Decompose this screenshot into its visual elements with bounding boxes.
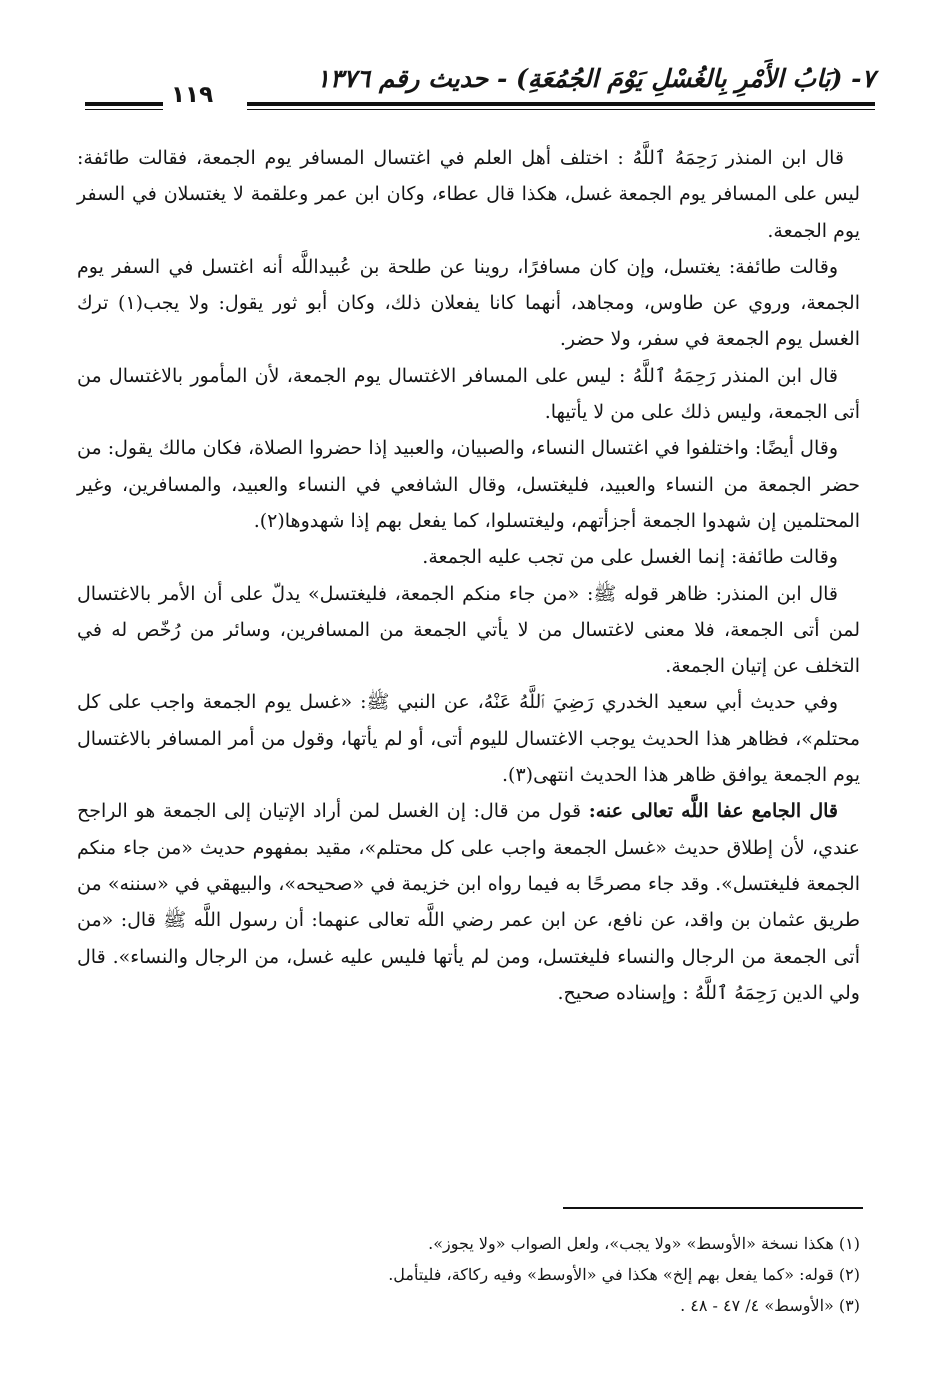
paragraph	[77, 793, 860, 1011]
paragraph: قال ابن المنذر: ظاهر قوله ﷺ: «من جاء منكم الجمعة، فليغتسل» يدلّ على أن الأمر بالاغتسال لمن أتى الجمعة، فلا معنى لاغتسال من لا يأتي الجمعة من المسافرين، وسائر من رُخّص له في التخلف عن إتيان الجمعة.	[77, 582, 860, 678]
footnote-separator	[563, 1207, 863, 1209]
paragraph: قال ابن المنذر رَحِمَهُ ٱللَّهُ : اختلف أهل العلم في اغتسال المسافر يوم الجمعة، فقالت طائفة: ليس على المسافر يوم الجمعة غسل، هكذا قال عطاء، وكان ابن عمر وعلقمة لا يغتسلان في السفر يوم الجمعة.	[77, 147, 860, 242]
footnote: (٢) قوله: «كما يفعل بهم إلخ» هكذا في «الأوسط» وفيه ركاكة، فليتأمل.	[388, 1265, 860, 1284]
paragraph: وقالت طائفة: يغتسل، وإن كان مسافرًا، روينا عن طلحة بن عُبيداللَّه أنه اغتسل في السفر يوم الجمعة، وروي عن طاوس، ومجاهد، أنهما كانا يفعلان ذلك، وكان أبو ثور يقول: ولا يجب(١) ترك الغسل يوم الجمعة في سفر، ولا حضر.	[77, 255, 860, 351]
paragraph-lead: قال الجامع عفا اللَّه تعالى عنه:	[588, 800, 838, 823]
paragraph: وفي حديث أبي سعيد الخدري رَضِيَ ٱللَّهُ عَنْهُ، عن النبي ﷺ: «غسل يوم الجمعة واجب على كل محتلم»، فظاهر هذا الحديث يوجب الاغتسال لليوم أتى، أو لم يأتها، وقول من أمر المسافر بالاغتسال يوم الجمعة يوافق ظاهر هذا الحديث انتهى(٣).	[77, 691, 860, 787]
footnote: (٣) «الأوسط» ٤/ ٤٧ - ٤٨ .	[680, 1296, 860, 1315]
footnotes	[77, 1228, 860, 1321]
paragraph-body: قول من قال: إن الغسل لمن أراد الإتيان إلى الجمعة هو الراجح عندي، لأن إطلاق حديث «غسل الجمعة واجب على كل محتلم»، مقيد بمفهوم حديث «من جاء منكم الجمعة فليغتسل». وقد جاء مصرحًا به فيما رواه ابن خزيمة في «صحيحه»، والبيهقي في «سننه» من طريق عثمان بن واقد، عن نافع، عن ابن عمر رضي اللَّه تعالى عنهما: أن رسول اللَّه ﷺ قال: «من أتى الجمعة من الرجال والنساء فليغتسل، ومن لم يأتها فليس عليه غسل، من الرجال والنساء». قال ولي الدين رَحِمَهُ ٱللَّهُ : وإسناده صحيح.	[77, 800, 860, 1004]
main-text	[77, 140, 860, 1011]
paragraph: قال ابن المنذر رَحِمَهُ ٱللَّهُ : ليس على المسافر الاغتسال يوم الجمعة، لأن المأمور بالاغتسال من أتى الجمعة، وليس ذلك على من لا يأتيها.	[77, 364, 860, 424]
running-title: ٧- (بَابُ الأَمْرِ بِالغُسْلِ يَوْمَ الجُمُعَةِ) - حديث رقم ١٣٧٦	[316, 64, 875, 93]
page-header	[85, 62, 875, 122]
paragraph: وقال أيضًا: واختلفوا في اغتسال النساء، والصبيان، والعبيد إذا حضروا الصلاة، فكان مالك يقول: من حضر الجمعة من النساء والعبيد، فليغتسل، وقال الشافعي في النساء والعبيد، والمسافرين، وغير المحتلمين إن شهدوا الجمعة أجزأتهم، وليغتسلوا، كما يفعل بهم إذا شهدوها(٢).	[77, 437, 860, 532]
paragraph: وقالت طائفة: إنما الغسل على من تجب عليه الجمعة.	[422, 546, 838, 569]
footnote: (١) هكذا نسخة «الأوسط» «ولا يجب»، ولعل الصواب «ولا يجوز».	[428, 1234, 860, 1253]
header-rule	[247, 102, 875, 110]
page-number: ١١٩	[171, 82, 214, 108]
header-rule-short	[85, 102, 163, 110]
